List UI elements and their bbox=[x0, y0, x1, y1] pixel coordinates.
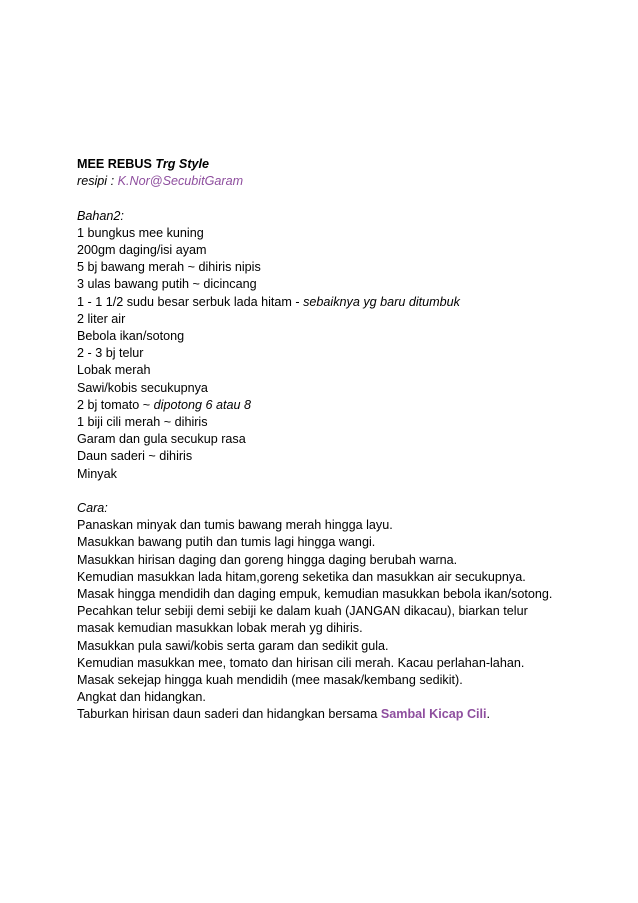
ingredient-note: sebaiknya yg baru ditumbuk bbox=[303, 294, 460, 309]
step-item: masak kemudian masukkan lobak merah yg dihiris. bbox=[77, 621, 363, 636]
ingredient-item: 3 ulas bawang putih ~ dicincang bbox=[77, 277, 257, 292]
step-item: Kemudian masukkan lada hitam,goreng seketika dan masukkan air secukupnya. bbox=[77, 569, 526, 584]
recipe-title bbox=[77, 156, 597, 173]
cara-heading: Cara: bbox=[77, 501, 108, 516]
ingredient-item: 2 liter air bbox=[77, 311, 126, 326]
step-item: Masukkan pula sawi/kobis serta garam dan sedikit gula. bbox=[77, 638, 389, 653]
ingredient-item: 2 - 3 bj telur bbox=[77, 346, 144, 361]
step-item: Masukkan bawang putih dan tumis lagi hingga wangi. bbox=[77, 535, 376, 550]
ingredient-note: dipotong 6 atau 8 bbox=[153, 397, 252, 412]
sambal-kicap-cili-link[interactable]: Sambal Kicap Cili bbox=[380, 707, 487, 722]
ingredient-item: 200gm daging/isi ayam bbox=[77, 243, 207, 257]
title-style: Trg Style bbox=[155, 157, 210, 171]
credit-label: resipi : bbox=[77, 174, 118, 189]
ingredient-item: Bebola ikan/sotong bbox=[77, 329, 185, 344]
step-item: Panaskan minyak dan tumis bawang merah hingga layu. bbox=[77, 518, 393, 533]
bahan-heading: Bahan2: bbox=[77, 208, 124, 223]
ingredient-item: Daun saderi ~ dihiris bbox=[77, 449, 193, 464]
step-item: Masak hingga mendidih dan daging empuk, kemudian masukkan bebola ikan/sotong. bbox=[77, 587, 553, 602]
ingredient-item: 1 - 1 1/2 sudu besar serbuk lada hitam - sebaiknya yg baru ditumbuk bbox=[77, 294, 460, 309]
title-main: MEE REBUS bbox=[77, 157, 152, 171]
ingredient-item: Garam dan gula secukup rasa bbox=[77, 432, 246, 447]
step-item: Masak sekejap hingga kuah mendidih (mee masak/kembang sedikit). bbox=[77, 673, 463, 688]
spacer bbox=[77, 483, 597, 500]
ingredient-item: 1 bungkus mee kuning bbox=[77, 225, 204, 240]
ingredient-item: 2 bj tomato ~ dipotong 6 atau 8 bbox=[77, 397, 252, 412]
step-list bbox=[77, 517, 597, 723]
ingredient-item: Minyak bbox=[77, 466, 117, 481]
step-item: Angkat dan hidangkan. bbox=[77, 690, 206, 705]
spacer bbox=[77, 190, 597, 207]
ingredient-item: 1 biji cili merah ~ dihiris bbox=[77, 415, 208, 430]
step-item: Masukkan hirisan daging dan goreng hingga daging berubah warna. bbox=[77, 552, 458, 567]
step-item-final: Taburkan hirisan daun saderi dan hidangkan bersama Sambal Kicap Cili. bbox=[77, 707, 491, 722]
ingredient-item: Lobak merah bbox=[77, 363, 151, 378]
recipe-credit bbox=[77, 173, 597, 190]
recipe-content bbox=[77, 156, 597, 724]
step-item: Kemudian masukkan mee, tomato dan hirisan cili merah. Kacau perlahan-lahan. bbox=[77, 655, 525, 670]
ingredient-item: 5 bj bawang merah ~ dihiris nipis bbox=[77, 260, 261, 275]
ingredient-list bbox=[77, 225, 597, 483]
credit-author: K.Nor@SecubitGaram bbox=[117, 174, 244, 189]
step-item: Pecahkan telur sebiji demi sebiji ke dalam kuah (JANGAN dikacau), biarkan telur bbox=[77, 604, 528, 619]
ingredient-item: Sawi/kobis secukupnya bbox=[77, 380, 208, 395]
